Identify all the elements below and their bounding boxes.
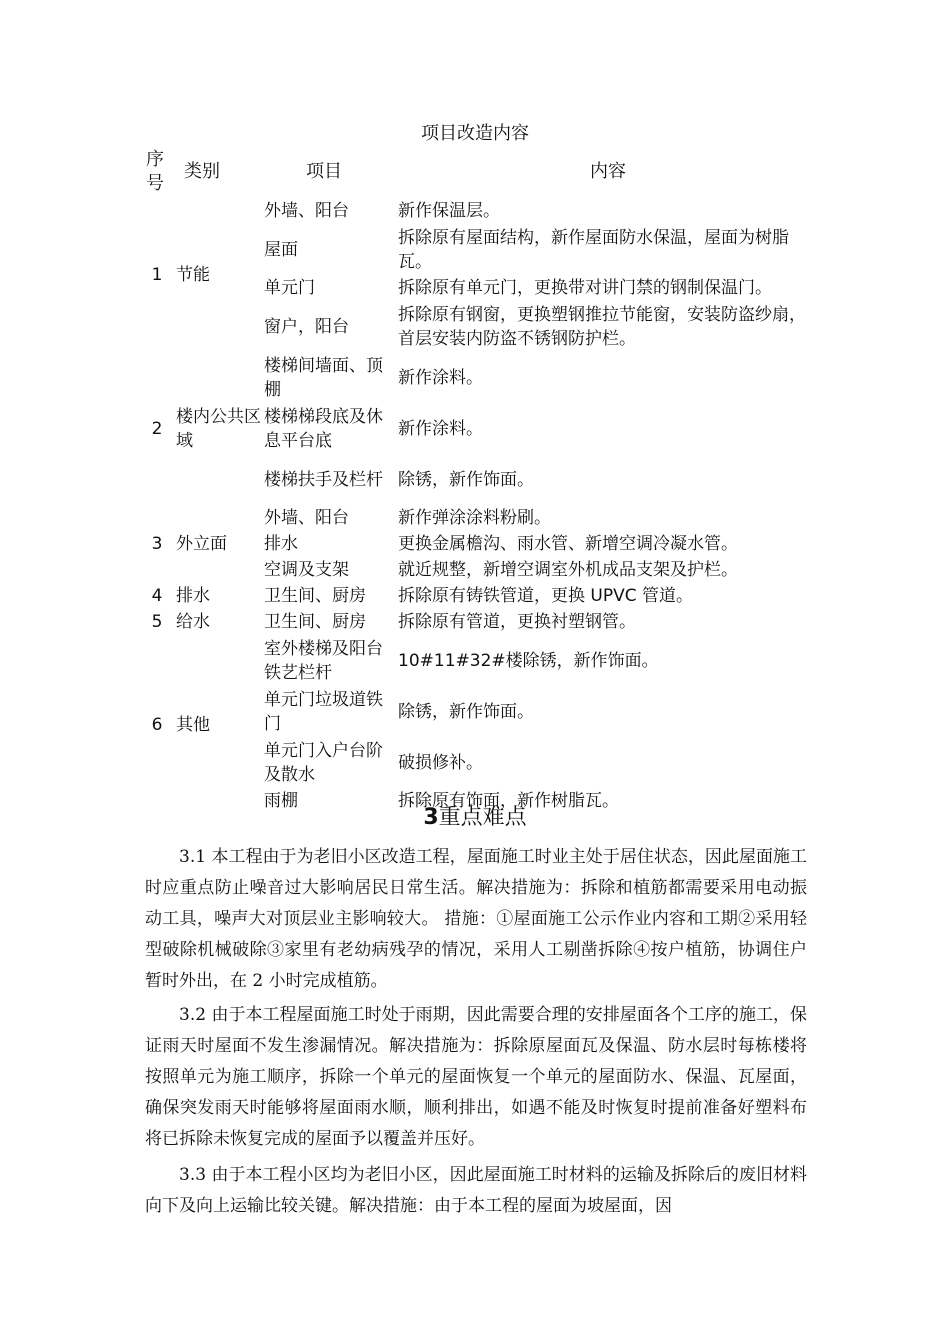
paragraph-3-2: 3.2 由于本工程屋面施工时处于雨期，因此需要合理的安排屋面各个工序的施工，保证雨天时屋面不发生渗漏情况。解决措施为：拆除原屋面瓦及保温、防水层时每栋楼将按照单元为施工顺序，拆除一个单元的屋面恢复一个单元的屋面防水、保温、瓦屋面，确保突发雨天时能够将屋面雨水顺，顺利排出，如遇不能及时恢复时提前准备好塑料布将已拆除未恢复完成的屋面予以覆盖并压好。 [145,1005,807,1149]
section-number: 3 [423,805,439,830]
table-row [138,198,818,224]
group-no: 4 [151,586,163,606]
row-item: 单元门垃圾道铁门 [264,689,383,734]
paragraph-3-3: 3.3 由于本工程小区均为老旧小区，因此屋面施工时材料的运输及拆除后的废旧材料向下及向上运输比较关键。解决措施：由于本工程的屋面为坡屋面，因 [145,1165,807,1216]
row-content: 拆除原有饰面，新作树脂瓦。 [398,791,619,811]
group-no: 6 [151,714,163,735]
row-content: 拆除原有管道，更换衬塑钢管。 [398,612,636,632]
row-content: 就近规整，新增空调室外机成品支架及护栏。 [398,560,738,580]
group-no: 5 [151,612,163,632]
row-item: 楼梯梯段底及休息平台底 [264,406,383,451]
row-item: 外墙、阳台 [264,508,349,528]
header-content: 内容 [590,161,626,182]
row-item: 卫生间、厨房 [264,586,366,606]
row-content: 破损修补。 [398,752,483,773]
header-category: 类别 [184,161,220,182]
row-item: 卫生间、厨房 [264,612,366,632]
table-row [138,635,818,686]
table-row [138,352,818,403]
row-item: 屋面 [264,239,298,260]
paragraph-3-1: 3.1 本工程由于为老旧小区改造工程，屋面施工时业主处于居住状态，因此屋面施工时应重点防止噪音过大影响居民日常生活。解决措施为：拆除和植筋都需要采用电动振动工具，噪声大对顶层业主影响较大。 措施：①屋面施工公示作业内容和工期②采用轻型破除机械破除③家里有老幼病残孕的情况，采用人工剔凿拆除④按户植筋，协调住户暂时外出，在 2 小时完成植筋。 [145,847,807,991]
row-content: 新作涂料。 [398,367,483,388]
row-item: 单元门入户台阶及散水 [264,740,383,785]
row-content: 除锈，新作饰面。 [398,701,534,722]
group-category: 其他 [176,714,210,735]
group-no: 1 [151,265,163,285]
group-category: 排水 [176,586,210,606]
group-category: 楼内公共区域 [176,406,261,451]
row-content: 拆除原有钢窗，更换塑钢推拉节能窗，安装防盗纱扇，首层安装内防盗不锈钢防护栏。 [398,304,806,349]
row-item: 楼梯扶手及栏杆 [264,469,383,490]
section-heading [0,803,950,833]
row-item: 楼梯间墙面、顶棚 [264,355,383,400]
table-row [138,609,818,635]
row-item: 室外楼梯及阳台铁艺栏杆 [264,638,383,683]
table-header-row [138,146,818,198]
row-content: 10#11#32#楼除锈，新作饰面。 [398,650,659,671]
header-item: 项目 [306,161,342,182]
group-category: 给水 [176,612,210,632]
row-item: 空调及支架 [264,560,349,580]
row-content: 拆除原有铸铁管道，更换 UPVC 管道。 [398,586,694,606]
row-content: 新作弹涂涂料粉刷。 [398,508,551,528]
row-content: 更换金属檐沟、雨水管、新增空调冷凝水管。 [398,534,738,554]
header-no-label: 序号 [146,149,164,194]
section-title-text: 重点难点 [438,805,527,830]
row-item: 外墙、阳台 [264,201,349,221]
table-title: 项目改造内容 [421,123,529,144]
row-item: 雨棚 [264,791,298,811]
row-content: 拆除原有屋面结构，新作屋面防水保温，屋面为树脂瓦。 [398,227,789,272]
table-row [138,505,818,531]
row-item: 窗户，阳台 [264,316,349,337]
row-item: 单元门 [264,278,315,298]
row-content: 除锈，新作饰面。 [398,469,534,490]
table-row [138,583,818,609]
row-content: 新作涂料。 [398,418,483,439]
group-category: 节能 [176,265,210,285]
group-category: 外立面 [176,534,227,554]
header-no [138,146,176,198]
row-content: 拆除原有单元门，更换带对讲门禁的钢制保温门。 [398,278,772,298]
group-no: 2 [151,418,163,439]
row-content: 新作保温层。 [398,201,500,221]
row-item: 排水 [264,534,298,554]
group-no: 3 [151,534,163,554]
renovation-table [138,146,818,814]
